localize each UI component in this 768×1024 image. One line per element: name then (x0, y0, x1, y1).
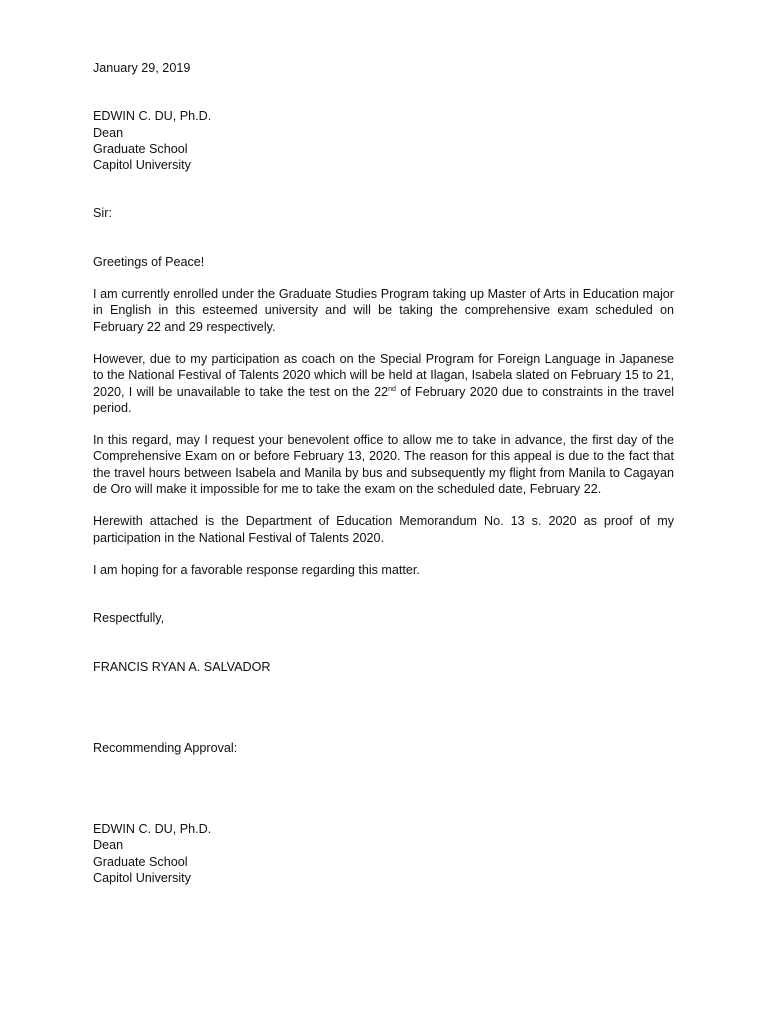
paragraph-enrollment: I am currently enrolled under the Graduate Studies Program taking up Master of Arts in Education major in English in this esteemed university and will be taking the comprehensive exam scheduled on February 22 and 29 respectively. (93, 287, 674, 334)
greeting: Greetings of Peace! (93, 254, 205, 269)
paragraph-participation (93, 351, 674, 416)
closing: Respectfully, (93, 611, 165, 626)
paragraph-participation-text-end: of February 2020 due to constraints in the travel period. (93, 384, 675, 415)
paragraph-attachment: Herewith attached is the Department of Education Memorandum No. 13 s. 2020 as proof of my participation in the National Festival of Talents 2020. (93, 514, 674, 545)
recipient-institution: Capitol University (93, 158, 191, 173)
recipient-name: EDWIN C. DU, Ph.D. (93, 109, 212, 124)
recipient-title: Dean (93, 125, 124, 140)
ordinal-suffix: nd (388, 385, 396, 393)
approver-title: Dean (93, 838, 124, 853)
approver-block (93, 821, 674, 886)
paragraph-participation-text: However, due to my participation as coach on the Special Program for Foreign Language in Japanese to the National Festival of Talents 2020 which will be held at Ilagan, Isabela slated on February 15 to 21, 2020, I will be unavailable to take the test on the 22 (93, 351, 674, 399)
sender-name: FRANCIS RYAN A. SALVADOR (93, 659, 271, 674)
approver-institution: Capitol University (93, 871, 191, 886)
recipient-department: Graduate School (93, 141, 188, 156)
recommending-approval: Recommending Approval: (93, 740, 238, 755)
paragraph-request: In this regard, may I request your benevolent office to allow me to take in advance, the first day of the Comprehensive Exam on or before February 13, 2020. The reason for this appeal is due to the fact that the travel hours between Isabela and Manila by bus and subsequently my flight from Manila to Cagayan de Oro will make it impossible for me to take the exam on the scheduled date, February 22. (93, 433, 674, 497)
letter-date: January 29, 2019 (93, 61, 191, 75)
salutation: Sir: (93, 206, 112, 221)
approver-name: EDWIN C. DU, Ph.D. (93, 822, 212, 837)
recipient-block (93, 108, 674, 173)
approver-department: Graduate School (93, 854, 188, 869)
letter-body (93, 60, 674, 886)
paragraph-hoping: I am hoping for a favorable response regarding this matter. (93, 562, 420, 577)
